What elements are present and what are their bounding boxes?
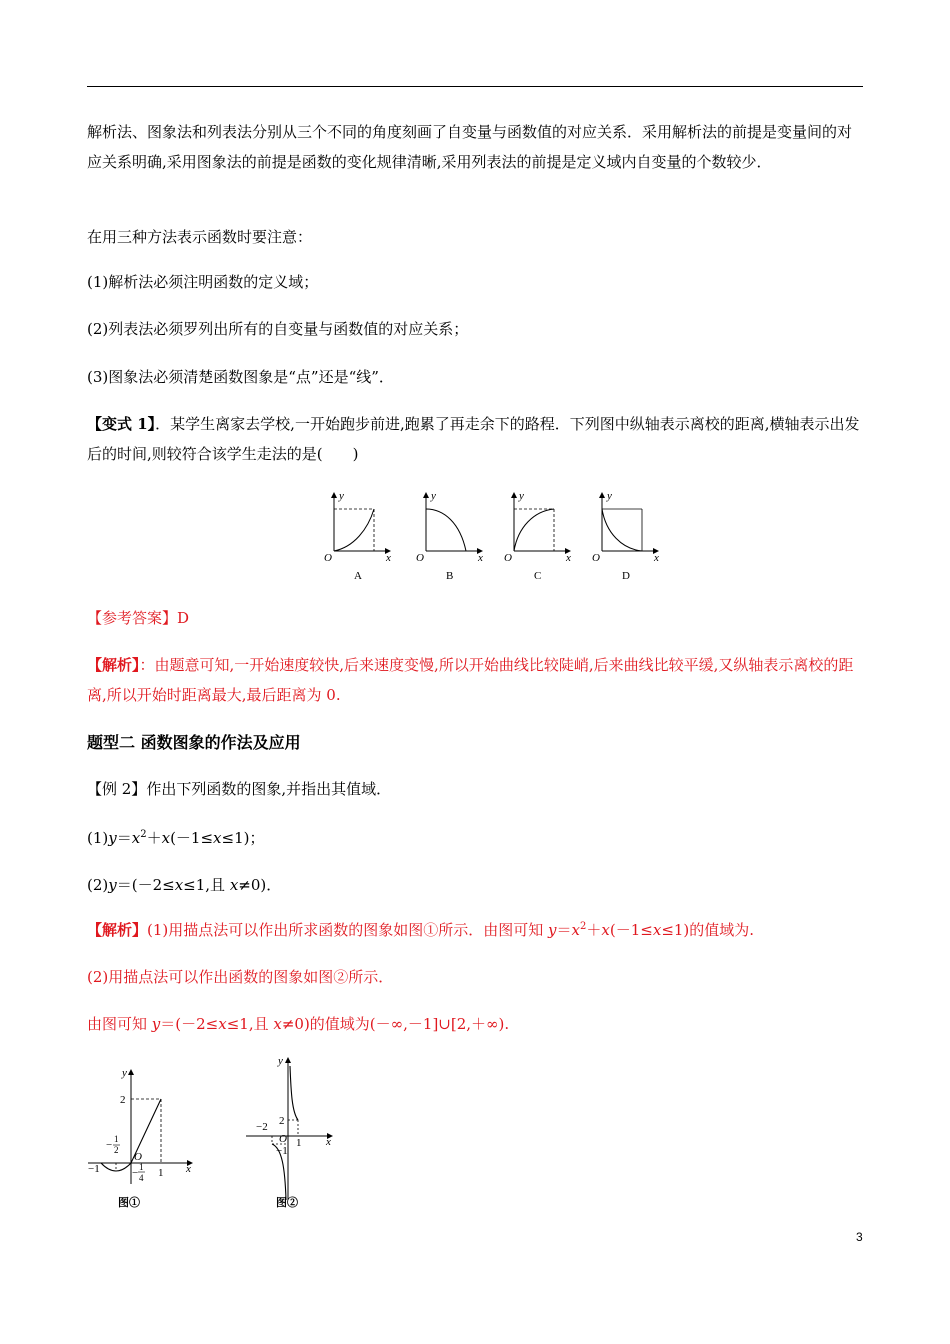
- option-a-graph: [324, 490, 391, 582]
- item2-mid: ≤1,且: [183, 876, 230, 894]
- sol1-plus: ＋: [586, 921, 602, 939]
- fig1-y-label: y: [122, 1067, 127, 1079]
- solution-line-1: [87, 915, 865, 945]
- sol1-exp: 2: [580, 921, 587, 932]
- variant1-question: [87, 409, 865, 469]
- solution-tag: 【解析】: [87, 921, 148, 939]
- option-c-graph: [504, 490, 571, 582]
- item1-y: y: [108, 829, 117, 847]
- option-c-x-label: x: [566, 552, 571, 564]
- sol3-y: y: [151, 1015, 161, 1033]
- example2-prompt: [87, 774, 865, 804]
- analysis-tag: 【解析】: [87, 656, 140, 674]
- fig1-half-den: 2: [114, 1145, 119, 1155]
- note-item-3: (3)图象法必须清楚函数图象是“点”还是“线”．: [87, 368, 394, 386]
- item2-x: x: [174, 876, 184, 894]
- answer-value: D: [177, 609, 190, 627]
- option-b-y-label: y: [431, 490, 436, 502]
- fig2-caption: 图②: [276, 1197, 298, 1209]
- fig2-y-label: y: [278, 1055, 283, 1067]
- fig2-tick-neg1: −1: [276, 1145, 288, 1157]
- sol1-y: y: [548, 921, 557, 939]
- option-c-label: C: [534, 570, 542, 582]
- option-graphs: [316, 487, 672, 585]
- option-b-label: B: [446, 570, 454, 582]
- option-b-graph: [416, 490, 483, 582]
- item1-prefix: (1): [87, 829, 109, 847]
- fig1-half-sign: −: [106, 1139, 113, 1151]
- sol1-x3: x: [652, 921, 662, 939]
- fig2-origin: O: [279, 1133, 287, 1145]
- sol1-end: ≤1)的值域为.: [661, 921, 755, 939]
- fig1-quarter-sign: −: [132, 1167, 139, 1179]
- option-c-y-label: y: [519, 490, 524, 502]
- item2-prefix: (2): [87, 876, 109, 894]
- fig1-origin: O: [134, 1151, 142, 1163]
- example2-item-1: [87, 823, 865, 853]
- item1-cond: (－1≤: [170, 829, 214, 847]
- sol3-c: ≤1,且: [226, 1015, 274, 1033]
- note-title: 在用三种方法表示函数时要注意：: [87, 228, 313, 246]
- item1-x: x: [131, 829, 141, 847]
- sol3-b: ＝(－2≤: [160, 1015, 219, 1033]
- option-a-label: A: [354, 570, 362, 582]
- figure-2: [242, 1050, 342, 1214]
- option-a-y-label: y: [339, 490, 344, 502]
- item1-eq: ＝: [116, 829, 132, 847]
- item2-end: ≠0)．: [238, 876, 282, 894]
- fig2-tick-1: 1: [296, 1137, 302, 1149]
- sol1-x2: x: [601, 921, 610, 939]
- sol3-x2: x: [273, 1015, 282, 1033]
- answer-line: [87, 603, 865, 633]
- item1-x2: x: [161, 829, 171, 847]
- section-heading: 题型二 函数图象的作法及应用: [87, 733, 301, 752]
- fig1-tick-2: 2: [120, 1094, 126, 1106]
- fig2-tick-neg2: −2: [256, 1121, 268, 1133]
- item1-cond-end: ≤1)；: [221, 829, 265, 847]
- analysis-text: ：由题意可知,一开始速度较快,后来速度变慢,所以开始曲线比较陡峭,后来曲线比较平缓,又纵轴表示离校的距离,所以开始时距离最大,最后距离为 0.: [87, 656, 854, 704]
- solution-line-3: [87, 1009, 865, 1039]
- fig1-x-label: x: [186, 1163, 191, 1175]
- option-b-x-label: x: [478, 552, 483, 564]
- sol1-cond: (－1≤: [609, 921, 653, 939]
- item1-plus: ＋: [146, 829, 162, 847]
- example2-text: 作出下列函数的图象,并指出其值域．: [146, 780, 392, 798]
- sol1-x: x: [571, 921, 581, 939]
- option-d-graph: [592, 490, 659, 582]
- variant1-tag: 【变式 1】: [87, 415, 156, 433]
- option-a-x-label: x: [386, 552, 391, 564]
- answer-tag: 【参考答案】: [87, 609, 178, 627]
- item2-x2: x: [229, 876, 239, 894]
- fig1-tick-1: 1: [158, 1167, 164, 1179]
- example2-tag: 【例 2】: [87, 780, 147, 798]
- variant1-analysis: [87, 650, 865, 710]
- option-d-origin: O: [592, 552, 600, 564]
- option-d-label: D: [622, 570, 630, 582]
- fig1-tick-neg1: −1: [88, 1163, 100, 1175]
- option-c-origin: O: [504, 552, 512, 564]
- option-d-y-label: y: [607, 490, 612, 502]
- option-d-x-label: x: [654, 552, 659, 564]
- item2-y: y: [108, 876, 117, 894]
- sol3-d: ≠0)的值域为(－∞,－1]∪[2,＋∞).: [281, 1015, 510, 1033]
- option-b-origin: O: [416, 552, 424, 564]
- item2-rest: ＝(－2≤: [116, 876, 175, 894]
- item1-exp: 2: [140, 829, 147, 840]
- intro-paragraph: 解析法、图象法和列表法分别从三个不同的角度刻画了自变量与函数值的对应关系．采用解析法的前提是变量间的对应关系明确,采用图象法的前提是函数的变化规律清晰,采用列表法的前提是定义域内自变量的个数较少．: [87, 123, 853, 171]
- solution-line-2: (2)用描点法可以作出函数的图象如图②所示．: [87, 968, 394, 986]
- fig1-caption: 图①: [118, 1197, 140, 1209]
- option-a-origin: O: [324, 552, 332, 564]
- fig1-quarter-den: 4: [139, 1173, 144, 1183]
- sol3-x: x: [218, 1015, 227, 1033]
- note-item-2: (2)列表法必须罗列出所有的自变量与函数值的对应关系；: [87, 320, 469, 338]
- sol1-a: (1)用描点法可以作出所求函数的图象如图①所示．由图可知: [147, 921, 549, 939]
- item1-x3: x: [213, 829, 222, 847]
- figure-1: [84, 1064, 200, 1212]
- sol3-a: 由图可知: [87, 1015, 152, 1033]
- fig1-half-num: 1: [114, 1134, 119, 1144]
- fig2-tick-2: 2: [279, 1115, 285, 1127]
- fig1-quarter-num: 1: [139, 1162, 144, 1172]
- page-number: 3: [856, 1230, 863, 1244]
- example2-item-2: [87, 870, 865, 900]
- header-rule: [87, 86, 863, 87]
- variant1-text: ．某学生离家去学校,一开始跑步前进,跑累了再走余下的路程．下列图中纵轴表示离校的距离,横轴表示出发后的时间,则较符合该学生走法的是( ): [87, 415, 860, 463]
- fig2-x-label: x: [326, 1136, 331, 1148]
- note-item-1: (1)解析法必须注明函数的定义域；: [87, 273, 319, 291]
- sol1-eq: ＝: [556, 921, 572, 939]
